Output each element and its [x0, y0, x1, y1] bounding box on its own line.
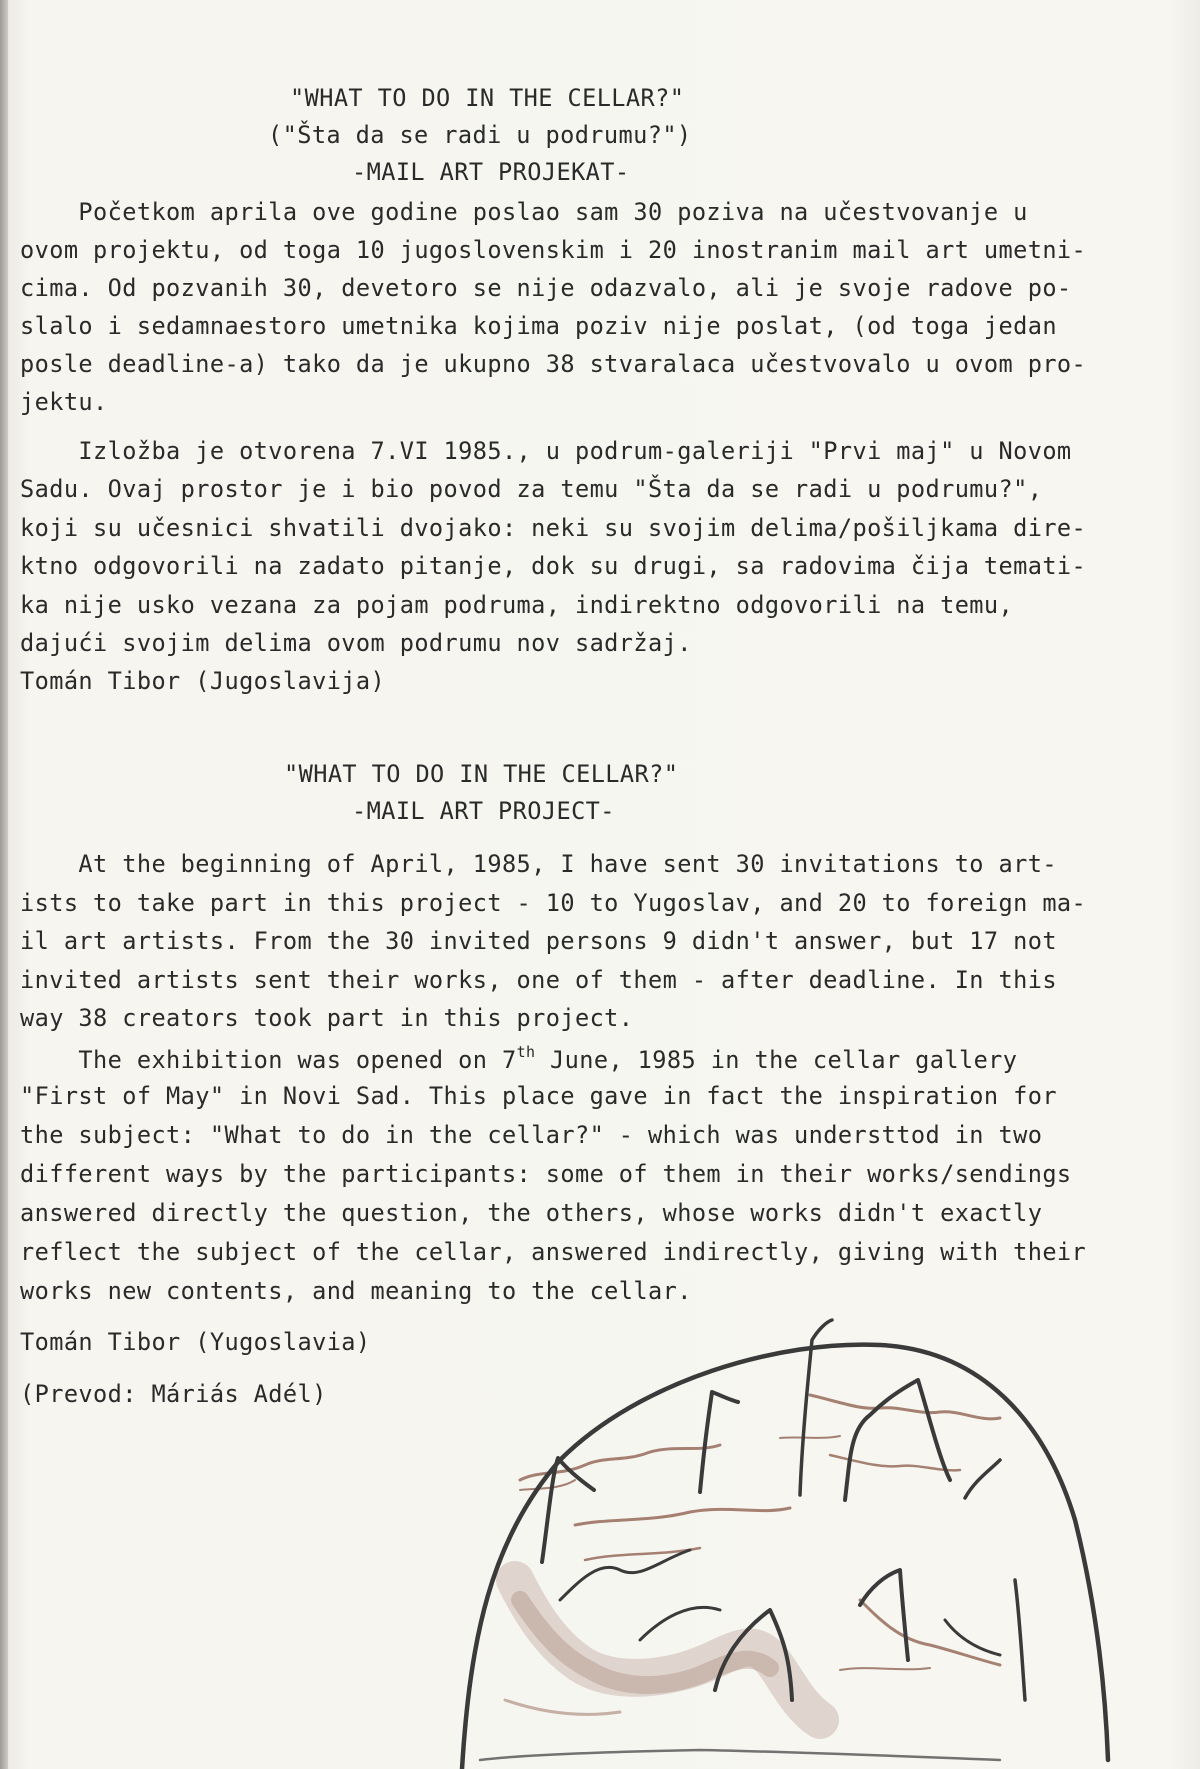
signature-serbian: Tomán Tibor (Jugoslavija)	[20, 667, 386, 695]
paragraph-english-2-line-1-post: June, 1985 in the cellar gallery	[535, 1046, 1018, 1074]
paragraph-english-1-line-4: invited artists sent their works, one of them - after deadline. In this	[20, 966, 1057, 994]
title-english-2: -MAIL ART PROJECT-	[352, 797, 615, 825]
paragraph-english-2-line-6: reflect the subject of the cellar, answered indirectly, giving with their	[20, 1238, 1087, 1266]
paragraph-serbian-1-line-2: ovom projektu, od toga 10 jugoslovenskim i 20 inostranim mail art umetni-	[20, 236, 1087, 264]
paragraph-english-2-line-2: "First of May" in Novi Sad. This place gave in fact the inspiration for	[20, 1082, 1057, 1110]
paragraph-english-2-line-7: works new contents, and meaning to the cellar.	[20, 1277, 692, 1305]
translator-credit: (Prevod: Máriás Adél)	[20, 1380, 327, 1408]
paragraph-serbian-1-line-5: posle deadline-a) tako da je ukupno 38 stvaralaca učestvovalo u ovom pro-	[20, 350, 1087, 378]
paragraph-english-2-line-1-pre: The exhibition was opened on 7	[20, 1046, 517, 1074]
title-serbian-3: -MAIL ART PROJEKAT-	[352, 158, 630, 186]
paragraph-english-1-line-5: way 38 creators took part in this project.	[20, 1004, 634, 1032]
paragraph-english-2-line-4: different ways by the participants: some of them in their works/sendings	[20, 1160, 1072, 1188]
paragraph-serbian-1-line-1: Početkom aprila ove godine poslao sam 30 poziva na učestvovanje u	[20, 198, 1028, 226]
paragraph-serbian-2-line-6: dajući svojim delima ovom podrumu nov sadržaj.	[20, 629, 692, 657]
title-serbian-2: ("Šta da se radi u podrumu?")	[268, 121, 692, 149]
paragraph-serbian-2-line-4: ktno odgovorili na zadato pitanje, dok su drugi, sa radovima čija temati-	[20, 552, 1087, 580]
paragraph-serbian-1-line-4: slalo i sedamnaestoro umetnika kojima poziv nije poslat, (od toga jedan	[20, 312, 1057, 340]
paragraph-english-1-line-1: At the beginning of April, 1985, I have sent 30 invitations to art-	[20, 850, 1057, 878]
signature-english: Tomán Tibor (Yugoslavia)	[20, 1328, 371, 1356]
paragraph-serbian-2-line-1: Izložba je otvorena 7.VI 1985., u podrum-galeriji "Prvi maj" u Novom	[20, 437, 1072, 465]
paragraph-english-2-line-5: answered directly the question, the others, whose works didn't exactly	[20, 1199, 1043, 1227]
title-serbian-1: "WHAT TO DO IN THE CELLAR?"	[290, 84, 685, 112]
paragraph-serbian-2-line-5: ka nije usko vezana za pojam podruma, indirektno odgovorili na temu,	[20, 591, 1014, 619]
paragraph-english-2-line-3: the subject: "What to do in the cellar?" - which was understtod in two	[20, 1121, 1043, 1149]
paragraph-serbian-1-line-6: jektu.	[20, 388, 108, 416]
title-english-1: "WHAT TO DO IN THE CELLAR?"	[284, 760, 679, 788]
paragraph-serbian-1-line-3: cima. Od pozvanih 30, devetoro se nije odazvalo, ali je svoje radove po-	[20, 274, 1072, 302]
ordinal-suffix: th	[516, 1043, 536, 1061]
paragraph-english-1-line-2: ists to take part in this project - 10 to Yugoslav, and 20 to foreign ma-	[20, 889, 1087, 917]
paragraph-english-1-line-3: il art artists. From the 30 invited persons 9 didn't answer, but 17 not	[20, 927, 1057, 955]
paragraph-serbian-2-line-3: koji su učesnici shvatili dvojako: neki su svojim delima/pošiljkama dire-	[20, 514, 1087, 542]
paragraph-serbian-2-line-2: Sadu. Ovaj prostor je i bio povod za temu "Šta da se radi u podrumu?",	[20, 475, 1043, 503]
